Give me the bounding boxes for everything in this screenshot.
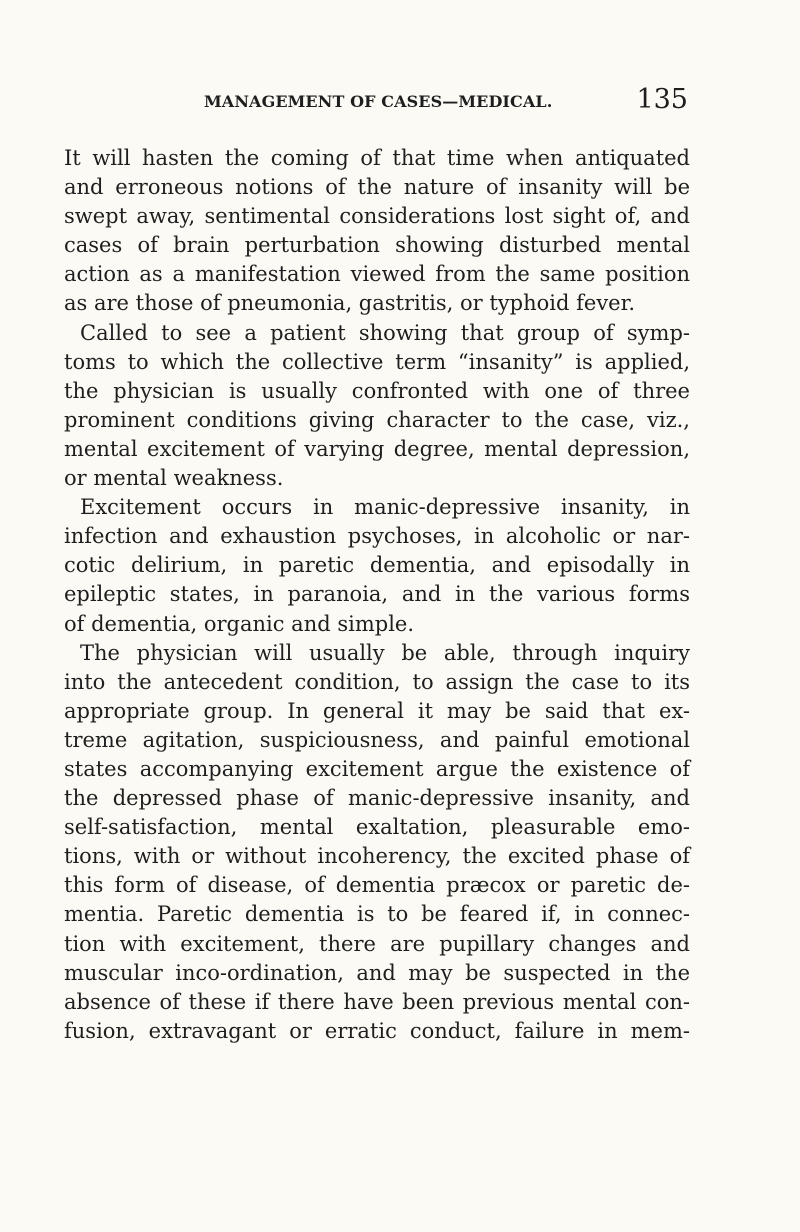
text-line: infection and exhaustion psychoses, in alcoholic or nar- [64,524,690,549]
paragraph-start-line: The physician will usually be able, through inquiry [80,640,690,665]
text-line: mental excitement of varying degree, mental depression, [64,436,690,461]
running-head [204,84,688,124]
text-line: It will hasten the coming of that time when antiquated [64,146,690,170]
text-line: tions, with or without incoherency, the excited phase of [64,844,690,869]
text-line: as are those of pneumonia, gastritis, or typhoid fever. [64,291,636,316]
text-line: tion with excitement, there are pupillary changes and [64,931,690,956]
text-line: or mental weakness. [64,466,284,491]
text-line: fusion, extravagant or erratic conduct, failure in mem- [64,1018,690,1043]
page-number: 135 [636,84,688,115]
text-line: of dementia, organic and simple. [64,611,415,636]
text-line: into the antecedent condition, to assign the case to its [64,669,690,694]
text-line: and erroneous notions of the nature of insanity will be [64,175,690,200]
text-line: the depressed phase of manic-depressive insanity, and [64,786,690,811]
paragraph-start-line: Excitement occurs in manic-depressive insanity, in [80,495,690,520]
text-line: self-satisfaction, mental exaltation, pleasurable emo- [64,815,690,840]
body-text [64,144,690,1046]
text-line: appropriate group. In general it may be said that ex- [64,698,690,723]
text-line: cases of brain perturbation showing disturbed mental [64,233,690,258]
text-line: treme agitation, suspiciousness, and painful emotional [64,727,690,752]
text-line: swept away, sentimental considerations lost sight of, and [64,204,690,229]
text-line: epileptic states, in paranoia, and in the various forms [64,582,690,607]
text-line: states accompanying excitement argue the existence of [64,756,690,781]
text-line: toms to which the collective term “insanity” is applied, [64,349,690,374]
text-line: this form of disease, of dementia præcox or paretic de- [64,873,690,898]
text-line: action as a manifestation viewed from the same position [64,262,690,287]
paragraph-start-line: Called to see a patient showing that group of symp- [80,320,690,345]
text-line: mentia. Paretic dementia is to be feared if, in connec- [64,902,690,927]
text-line: prominent conditions giving character to the case, viz., [64,407,690,432]
text-line: absence of these if there have been previous mental con- [64,989,690,1014]
running-head-title: MANAGEMENT OF CASES—MEDICAL. [204,92,553,111]
text-line: the physician is usually confronted with one of three [64,378,690,403]
text-line: muscular inco-ordination, and may be suspected in the [64,960,690,985]
text-line: cotic delirium, in paretic dementia, and episodally in [64,553,690,578]
